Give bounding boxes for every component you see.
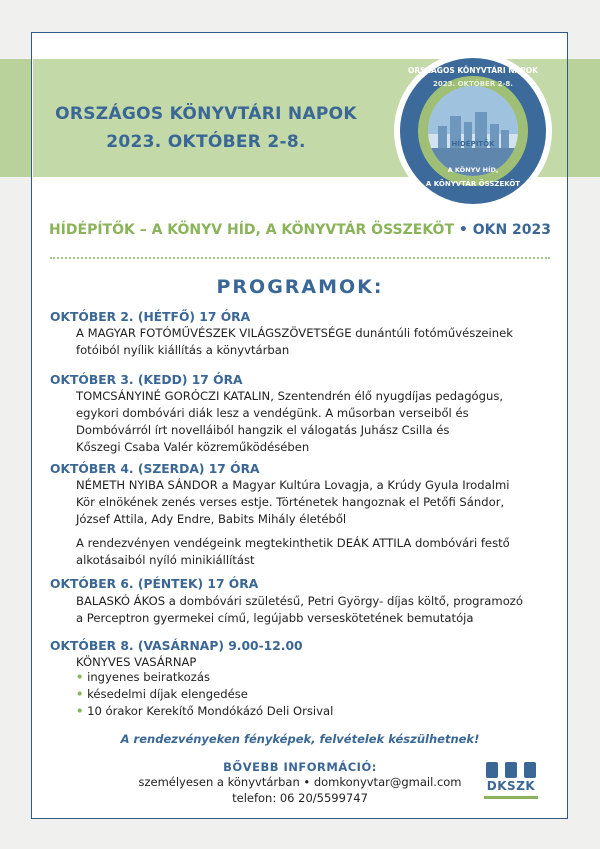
tagline-main: HÍDÉPÍTŐK – A KÖNYV HÍD, A KÖNYVTÁR ÖSSZEKÖT bbox=[48, 222, 455, 238]
bullet-icon: • bbox=[76, 670, 84, 684]
info-title: BŐVEBB INFORMÁCIÓ: bbox=[223, 760, 377, 774]
event-description bbox=[76, 388, 546, 456]
event-line: KÖNYVES VASÁRNAP bbox=[76, 655, 197, 669]
list-item-text: ingyenes beiratkozás bbox=[87, 670, 210, 684]
list-item bbox=[76, 703, 333, 720]
event-line: a Perceptron gyermekei című, legújabb verseskötetének bemutatója bbox=[76, 611, 474, 625]
event-description bbox=[76, 477, 546, 528]
event-line: A rendezvényen vendégeink megtekinthetik DEÁK ATTILA dombóvári festő bbox=[76, 536, 510, 550]
event-date: OKTÓBER 8. (VASÁRNAP) 9.00-12.00 bbox=[50, 639, 303, 653]
info-phone-line: telefon: 06 20/5599747 bbox=[232, 791, 368, 805]
book-icon bbox=[486, 762, 498, 778]
list-item-text: késedelmi díjak elengedése bbox=[87, 687, 248, 701]
bullet-icon: • bbox=[76, 704, 84, 718]
tagline bbox=[0, 222, 600, 238]
event-line: alkotásaiból nyíló minikiállítást bbox=[76, 553, 255, 567]
event-description bbox=[76, 593, 546, 627]
info-contact-line: személyesen a könyvtárban • domkonyvtar@gmail.com bbox=[138, 775, 462, 789]
event-extra-description bbox=[76, 535, 546, 569]
event-line: egykori dombóvári diák lesz a vendégünk. A műsorban verseiből és bbox=[76, 406, 469, 420]
logo-bar bbox=[484, 796, 538, 799]
badge-city-illustration bbox=[428, 86, 518, 176]
event-line: Dombóvárról írt novelláiból hangzik el válogatás Juhász Csilla és bbox=[76, 423, 450, 437]
event-line: BALASKÓ ÁKOS a dombóvári születésű, Petri György- díjas költő, programozó bbox=[76, 594, 523, 608]
event-line: fotóiból nyílik kiállítás a könyvtárban bbox=[76, 343, 290, 357]
list-item bbox=[76, 669, 333, 686]
badge-lower-text: A KÖNYV HÍD, bbox=[447, 166, 499, 174]
list-item-text: 10 órakor Kerekítő Mondókázó Deli Orsival bbox=[87, 704, 334, 718]
programs-title: PROGRAMOK: bbox=[216, 276, 384, 298]
dotted-divider bbox=[50, 257, 550, 259]
event-date: OKTÓBER 6. (PÉNTEK) 17 ÓRA bbox=[50, 577, 259, 591]
event-date: OKTÓBER 4. (SZERDA) 17 ÓRA bbox=[50, 462, 260, 476]
okn-badge-logo bbox=[394, 52, 552, 210]
event-line: NÉMETH NYIBA SÁNDOR a Magyar Kultúra Lovagja, a Krúdy Gyula Irodalmi bbox=[76, 478, 510, 492]
list-item bbox=[76, 686, 333, 703]
logo-text: DKSZK bbox=[486, 779, 536, 793]
badge-top-text: ORSZÁGOS KÖNYVTÁRI NAPOK bbox=[408, 66, 538, 75]
dkszk-logo bbox=[480, 762, 542, 804]
event-line: Kőszegi Csaba Valér közreműködésében bbox=[76, 440, 310, 454]
header-title: ORSZÁGOS KÖNYVTÁRI NAPOK bbox=[55, 104, 357, 124]
header-date: 2023. OKTÓBER 2-8. bbox=[106, 132, 306, 152]
badge-date-text: 2023. OKTÓBER 2-8. bbox=[433, 80, 513, 88]
event-date: OKTÓBER 3. (KEDD) 17 ÓRA bbox=[50, 373, 243, 387]
book-icon bbox=[505, 762, 517, 778]
event-line: A MAGYAR FOTÓMŰVÉSZEK VILÁGSZÖVETSÉGE dunántúli fotóművészeinek bbox=[76, 326, 513, 340]
event-date: OKTÓBER 2. (HÉTFŐ) 17 ÓRA bbox=[50, 310, 251, 324]
event-line: József Attila, Ady Endre, Babits Mihály életéből bbox=[76, 512, 347, 526]
bullet-icon: • bbox=[76, 687, 84, 701]
event-bullet-list bbox=[76, 669, 333, 720]
event-line: TOMCSÁNYINÉ GORÓCZI KATALIN, Szentendrén élő nyugdíjas pedagógus, bbox=[76, 389, 504, 403]
event-description bbox=[76, 325, 546, 359]
tagline-separator: • bbox=[458, 222, 468, 238]
photo-notice: A rendezvényeken fényképek, felvételek készülhetnek! bbox=[120, 732, 480, 746]
badge-bottom-text: A KÖNYVTÁR ÖSSZEKÖT bbox=[425, 180, 521, 188]
event-line: Kör elnökének zenés verses estje. Történetek hangoznak el Petőfi Sándor, bbox=[76, 495, 505, 509]
tagline-suffix: OKN 2023 bbox=[472, 222, 552, 238]
badge-center-text: HÍDÉPÍTŐK bbox=[451, 140, 495, 148]
book-icon bbox=[524, 762, 536, 778]
